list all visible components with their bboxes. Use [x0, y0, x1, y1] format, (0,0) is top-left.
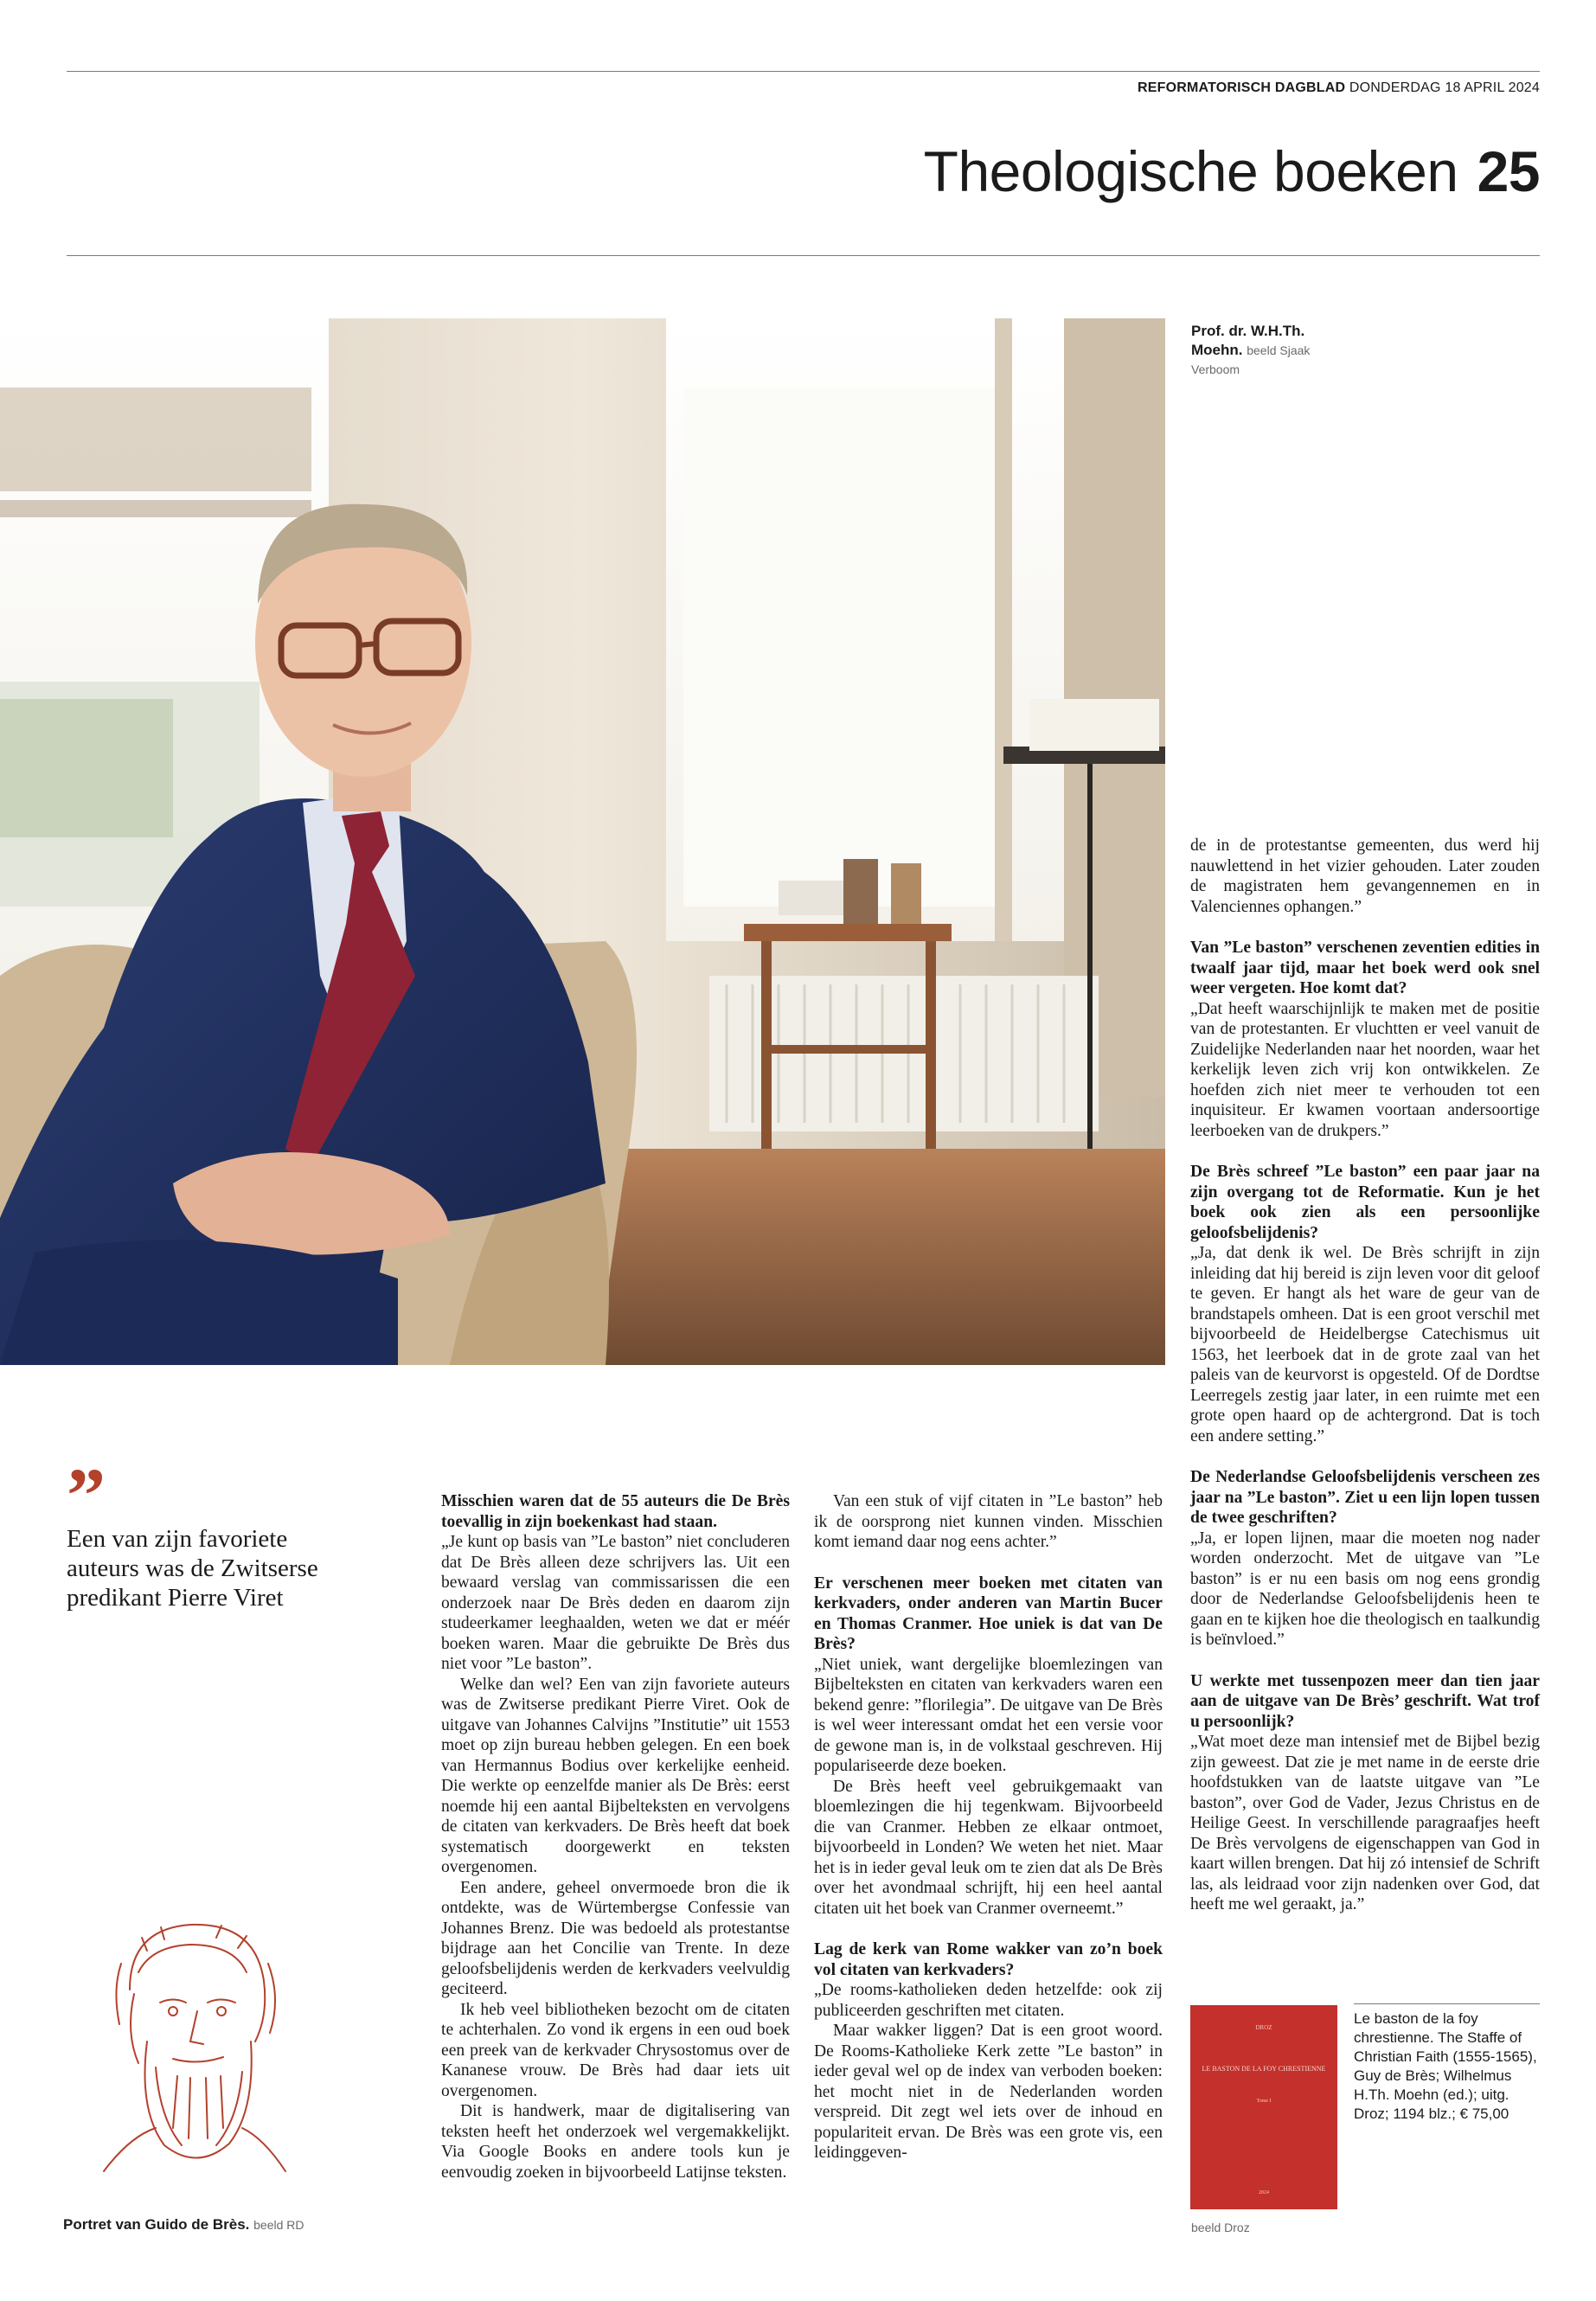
interview-question: Van ”Le baston” verschenen zeventien edities in twaalf jaar tijd, maar het boek werd ook snel weer vergeten. Hoe komt dat? — [1190, 939, 1540, 997]
issue-date: DONDERDAG 18 APRIL 2024 — [1349, 80, 1540, 95]
interview-question: Lag de kerk van Rome wakker van zo’n boek vol citaten van kerkvaders? — [814, 1940, 1163, 1979]
sketch-caption — [63, 2216, 304, 2234]
masthead — [1138, 80, 1540, 96]
section-header — [924, 138, 1540, 204]
cover-title: LE BASTON DE LA FOY CHRESTIENNE — [1202, 2065, 1326, 2073]
portrait-photo — [0, 318, 1165, 1365]
paragraph: „Ja, er lopen lijnen, maar die moeten nog nader worden onderzocht. Met de uitgave van ”Le baston” is er nu een basis om nog eens grondig door de Nederlandse Geloofsbelijdenis heen te gaan en te kijken hoe die theologisch en taalkundig is beïnvloed.” — [1190, 1529, 1540, 1649]
spacer — [814, 1919, 1163, 1939]
interview-question: Misschien waren dat de 55 auteurs die De Brès toevallig in zijn boekenkast had staan. — [441, 1492, 790, 1531]
sketch-portrait — [69, 1912, 320, 2180]
spacer — [814, 1553, 1163, 1574]
spacer — [1190, 1650, 1540, 1671]
paragraph: Ik heb veel bibliotheken bezocht om de citaten te achterhalen. Zo vond ik ergens in een oud boek een preek van de kerkvader Chrysostomus over de Kananese vrouw. De Brès had daar iets uit overgenomen. — [441, 2000, 790, 2100]
paragraph: Een andere, geheel onvermoede bron die ik ontdekte, was de Würtembergse Confessie van Johannes Brenz. Die was bedoeld als protestantse bijdrage aan het Concilie van Trente. In deze geloofsbelijdenis werden de kerkvaders veelvuldig geciteerd. — [441, 1878, 790, 1998]
paragraph: Van een stuk of vijf citaten in ”Le baston” heb ik de oorsprong niet kunnen vinden. Misschien komt iemand daar nog eens achter.” — [814, 1492, 1163, 1551]
sketch-caption-text: Portret van Guido de Brès. — [63, 2216, 250, 2233]
article-column-3 — [1190, 836, 1540, 1915]
cover-publisher: DROZ — [1255, 2024, 1272, 2031]
article-column-2 — [814, 1491, 1163, 2163]
quote-mark-icon: ” — [67, 1453, 106, 1539]
caption-name: Prof. dr. W.H.Th. Moehn. — [1191, 323, 1305, 358]
spacer — [1190, 917, 1540, 938]
paragraph: „Niet uniek, want dergelijke bloemlezingen van Bijbelteksten en citaten van kerkvaders waren een bekend genre: ”florilegia”. De uitgave van De Brès is wel weer interessant omdat het een versie voor de gewone man is, in de volkstaal geschreven. Hij populariseerde deze boeken. — [814, 1655, 1163, 1775]
paragraph: „Je kunt op basis van ”Le baston” niet concluderen dat De Brès alleen deze schrijvers las. Uit een bewaard verslag van commissarissen die een onderzoek naar De Brès deden en daarom zijn studeerkamer leeghaalden, weten we dat er méér boeken waren. Maar die gebruikte De Brès dus niet voor ”Le baston”. — [441, 1533, 790, 1673]
paragraph: Welke dan wel? Een van zijn favoriete auteurs was de Zwitserse predikant Pierre Viret. Ook de uitgave van Johannes Calvijns ”Institutie” uit 1553 moet op zijn bureau hebben gelegen. En een boek van Hermannus Bodius over kerkelijke eenheid. Die werkte op eenzelfde manier als De Brès: eerst noemde hij een aantal Bijbelteksten en vervolgens de citaten van kerkvaders. De Brès heeft dat boek systematisch doorgewerkt en teksten overgenomen. — [441, 1675, 790, 1876]
interview-question: U werkte met tussenpozen meer dan tien jaar aan de uitgave van De Brès’ geschrift. Wat trof u persoonlijk? — [1190, 1671, 1540, 1731]
paragraph: De Brès heeft veel gebruikgemaakt van bloemlezingen die hij tegenkwam. Bijvoorbeeld die van Cranmer. Hebben ze elkaar ontmoet, bijvoorbeeld in Londen? We weten het niet. Maar het is in ieder geval leuk om te zien dat als De Brès over het avondmaal schrijft, hij een heel aantal citaten uit het boek van Cranmer overneemt.” — [814, 1777, 1163, 1918]
paragraph: „Ja, dat denk ik wel. De Brès schrijft in zijn inleiding dat hij bereid is zijn leven voor dit geloof te geven. Er hangt als het ware de geur van de brandstapels omheen. Dat is een groot verschil met bijvoorbeeld de Heidelbergse Catechismus uit 1563, het leerboek dat in de grote zaal van het paleis van de keurvorst is opgesteld. Of de Dordtse Leerregels zestig jaar later, in een ruimte met een grote open haard op de achtergrond. Dat is toch een andere setting.” — [1190, 1244, 1540, 1445]
interview-question: De Brès schreef ”Le baston” een paar jaar na zijn overgang tot de Reformatie. Kun je het boek ook zien als een persoonlijke geloofsbelijdenis? — [1190, 1163, 1540, 1242]
pull-quote: Een van zijn favoriete auteurs was de Zwitserse predikant Pierre Viret — [67, 1525, 318, 1612]
spacer — [1190, 1446, 1540, 1467]
paragraph: Maar wakker liggen? Dat is een groot woord. De Rooms-Katholieke Kerk zette ”Le baston” in ieder geval wel op de index van verboden boeken: het mocht niet in de Nederlanden worden verspreid. Dit zegt wel iets over de inhoud en populariteit ervan. De Brès was een grote vis, een leidinggeven- — [814, 2022, 1163, 2162]
article-column-1 — [441, 1491, 790, 2182]
book-credit: beeld Droz — [1191, 2221, 1250, 2234]
spacer — [1190, 1141, 1540, 1162]
top-rule — [67, 71, 1540, 72]
header-rule — [67, 255, 1540, 256]
photo-caption — [1191, 322, 1330, 379]
interview-question: De Nederlandse Geloofsbelijdenis verscheen zes jaar na ”Le baston”. Ziet u een lijn lopen tussen de twee geschriften? — [1190, 1468, 1540, 1527]
paper-name: REFORMATORISCH DAGBLAD — [1137, 80, 1346, 95]
paragraph: de in de protestantse gemeenten, dus werd hij nauwlettend in het vizier gehouden. Later zouden de magistraten hem gevangennemen en in Valenciennes ophangen.” — [1190, 836, 1540, 916]
paragraph: „Dat heeft waarschijnlijk te maken met de positie van de protestanten. Er vluchtten er veel vanuit de Zuidelijke Nederlanden naar het noorden, waar het kerkelijk leven zich vrij kon ontwikkelen. Ze hoefden zich niet meer te verhouden tot een inquisiteur. Er kwamen voortaan andersoortige leerboeken van de drukpers.” — [1190, 999, 1540, 1140]
page-number: 25 — [1477, 139, 1540, 203]
book-info: Le baston de la foy chrestienne. The Staffe of Christian Faith (1555-1565), Guy de Brès; Wilhelmus H.Th. Moehn (ed.); uitg. Droz; 1194 blz.; € 75,00 — [1354, 2003, 1540, 2124]
section-title: Theologische boeken — [923, 139, 1458, 203]
sketch-credit: beeld RD — [253, 2218, 304, 2232]
paragraph: Dit is handwerk, maar de digitalisering van teksten heeft het onderzoek wel vergemakkelijkt. Via Google Books en andere tools kun je eenvoudig zoeken in bijvoorbeeld Latijnse teksten. — [441, 2102, 790, 2182]
paragraph: „De rooms-katholieken deden hetzelfde: ook zij publiceerden geschriften met citaten. — [814, 1981, 1163, 2020]
caption-credit: beeld Sjaak Verboom — [1191, 343, 1311, 376]
cover-year: 2024 — [1259, 2190, 1269, 2195]
book-cover-image — [1190, 2005, 1337, 2209]
cover-volume: Tome I — [1256, 2099, 1272, 2104]
paragraph: „Wat moet deze man intensief met de Bijbel bezig zijn geweest. Dat zie je met name in de eerste drie hoofdstukken van de laatste uitgave van ”Le baston”, over God de Vader, Jezus Christus en de Heilige Geest. In verschillende paragraafjes heeft De Brès vervolgens de eigenschappen van God in kaart willen brengen. Dat hij zó intensief de Schrift las, als leidraad voor zijn nadenken over God, dat heeft me wel geraakt, ja.” — [1190, 1733, 1540, 1913]
interview-question: Er verschenen meer boeken met citaten van kerkvaders, onder anderen van Martin Bucer en Thomas Cranmer. Hoe uniek is dat van De Brès? — [814, 1574, 1163, 1653]
